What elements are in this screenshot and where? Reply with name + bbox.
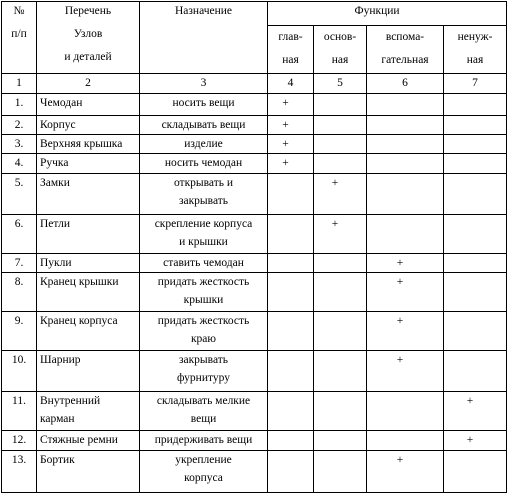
mark-unneeded: [444, 154, 507, 173]
mark-basic: [314, 134, 367, 153]
mark-main: +: [268, 154, 314, 173]
part-purpose: складывать вещи: [140, 115, 268, 134]
mark-main: [268, 272, 314, 311]
mark-unneeded: [444, 214, 507, 253]
mark-aux: [367, 154, 444, 173]
part-purpose: носить вещи: [140, 94, 268, 115]
part-purpose: скрепление корпуса и крышки: [140, 214, 268, 253]
mark-basic: [314, 272, 367, 311]
table-row: [2, 311, 507, 350]
header-func-main: глав- ная: [268, 25, 314, 73]
mark-main: [268, 450, 314, 492]
mark-unneeded: [444, 272, 507, 311]
part-name: Шарнир: [37, 350, 140, 391]
header-func-basic: основ- ная: [314, 25, 367, 73]
row-number: 11.: [2, 391, 37, 431]
mark-aux: +: [367, 311, 444, 350]
header-functions: Функции: [268, 2, 507, 26]
header-parts-list: Перечень Узлов и деталей: [37, 2, 140, 74]
part-purpose: изделие: [140, 134, 268, 153]
row-number: 9.: [2, 311, 37, 350]
mark-basic: [314, 450, 367, 492]
mark-basic: [314, 311, 367, 350]
mark-unneeded: [444, 311, 507, 350]
row-number: 3.: [2, 134, 37, 153]
row-number: 6.: [2, 214, 37, 253]
mark-aux: [367, 94, 444, 115]
header-func-aux: вспома- гательная: [367, 25, 444, 73]
mark-unneeded: [444, 253, 507, 272]
mark-main: +: [268, 115, 314, 134]
mark-unneeded: [444, 134, 507, 153]
col-number: 5: [314, 73, 367, 93]
row-number: 5.: [2, 173, 37, 214]
table-row: [2, 214, 507, 253]
part-name: Ручка: [37, 154, 140, 173]
part-purpose: носить чемодан: [140, 154, 268, 173]
mark-aux: [367, 115, 444, 134]
table-row: [2, 253, 507, 272]
mark-basic: [314, 391, 367, 431]
col-number: 3: [140, 73, 268, 93]
part-purpose: закрывать фурнитуру: [140, 350, 268, 391]
part-purpose: ставить чемодан: [140, 253, 268, 272]
part-name: Стяжные ремни: [37, 431, 140, 450]
mark-aux: +: [367, 350, 444, 391]
mark-unneeded: [444, 450, 507, 492]
mark-unneeded: [444, 94, 507, 115]
part-purpose: придерживать вещи: [140, 431, 268, 450]
header-num: № п/п: [2, 2, 37, 74]
mark-aux: [367, 134, 444, 153]
table-row: [2, 115, 507, 134]
part-name: Верхняя крышка: [37, 134, 140, 153]
mark-main: [268, 214, 314, 253]
row-number: 7.: [2, 253, 37, 272]
part-name: Пукли: [37, 253, 140, 272]
mark-basic: [314, 253, 367, 272]
col-number: 4: [268, 73, 314, 93]
part-purpose: укрепление корпуса: [140, 450, 268, 492]
row-number: 1.: [2, 94, 37, 115]
mark-aux: [367, 391, 444, 431]
mark-aux: [367, 214, 444, 253]
row-number: 12.: [2, 431, 37, 450]
table-row: [2, 134, 507, 153]
part-purpose: придать жесткость краю: [140, 311, 268, 350]
col-number: 7: [444, 73, 507, 93]
mark-unneeded: [444, 173, 507, 214]
mark-main: [268, 391, 314, 431]
row-number: 10.: [2, 350, 37, 391]
column-number-row: [2, 73, 507, 93]
part-purpose: складывать мелкие вещи: [140, 391, 268, 431]
mark-basic: [314, 431, 367, 450]
mark-basic: [314, 115, 367, 134]
mark-aux: +: [367, 272, 444, 311]
mark-aux: +: [367, 450, 444, 492]
row-number: 13.: [2, 450, 37, 492]
table-row: [2, 94, 507, 115]
table-row: [2, 391, 507, 431]
part-name: Корпус: [37, 115, 140, 134]
table-row: [2, 450, 507, 492]
mark-main: [268, 173, 314, 214]
part-name: Замки: [37, 173, 140, 214]
col-number: 2: [37, 73, 140, 93]
mark-main: [268, 311, 314, 350]
table-row: [2, 272, 507, 311]
part-purpose: открывать и закрывать: [140, 173, 268, 214]
table-row: [2, 173, 507, 214]
col-number: 6: [367, 73, 444, 93]
mark-basic: [314, 350, 367, 391]
mark-unneeded: +: [444, 391, 507, 431]
mark-main: +: [268, 94, 314, 115]
row-number: 2.: [2, 115, 37, 134]
mark-aux: [367, 431, 444, 450]
functions-table: [1, 1, 507, 493]
mark-basic: [314, 94, 367, 115]
part-name: Бортик: [37, 450, 140, 492]
mark-main: [268, 431, 314, 450]
part-name: Петли: [37, 214, 140, 253]
part-purpose: придать жесткость крышки: [140, 272, 268, 311]
mark-basic: +: [314, 214, 367, 253]
mark-main: [268, 253, 314, 272]
part-name: Чемодан: [37, 94, 140, 115]
row-number: 8.: [2, 272, 37, 311]
part-name: Внутренний карман: [37, 391, 140, 431]
col-number: 1: [2, 73, 37, 93]
table-row: [2, 350, 507, 391]
mark-aux: +: [367, 253, 444, 272]
mark-aux: [367, 173, 444, 214]
part-name: Кранец крышки: [37, 272, 140, 311]
mark-basic: [314, 154, 367, 173]
table-row: [2, 431, 507, 450]
header-func-unneeded: ненуж- ная: [444, 25, 507, 73]
mark-main: +: [268, 134, 314, 153]
header-purpose: Назначение: [140, 2, 268, 74]
mark-unneeded: [444, 350, 507, 391]
mark-basic: +: [314, 173, 367, 214]
mark-unneeded: +: [444, 431, 507, 450]
row-number: 4.: [2, 154, 37, 173]
table-row: [2, 154, 507, 173]
part-name: Кранец корпуса: [37, 311, 140, 350]
mark-main: [268, 350, 314, 391]
mark-unneeded: [444, 115, 507, 134]
